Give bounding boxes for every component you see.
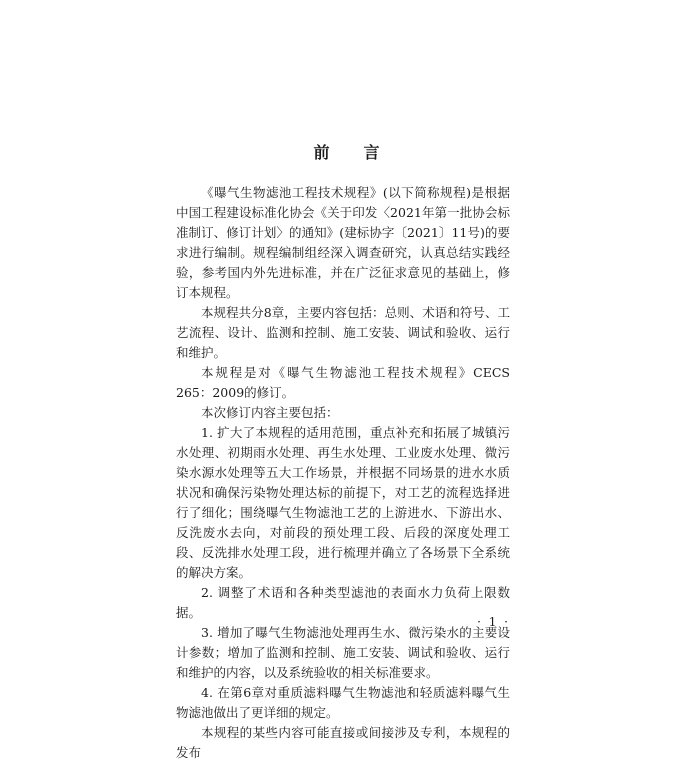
paragraph-item-4: 4. 在第6章对重质滤料曝气生物滤池和轻质滤料曝气生物滤池做出了更详细的规定。 bbox=[176, 685, 510, 720]
paragraph-item-3: 3. 增加了曝气生物滤池处理再生水、微污染水的主要设计参数；增加了监测和控制、施工安装、调试和验收、运行和维护的内容，以及系统验收的相关标准要求。 bbox=[176, 625, 510, 680]
paragraph-chapters: 本规程共分8章，主要内容包括：总则、术语和符号、工艺流程、设计、监测和控制、施工安装、调试和验收、运行和维护。 bbox=[176, 305, 510, 360]
page-title: 前言 bbox=[313, 143, 414, 162]
paragraph-item-1: 1. 扩大了本规程的适用范围，重点补充和拓展了城镇污水处理、初期雨水处理、再生水处理、工业废水处理、微污染水源水处理等五大工作场景，并根据不同场景的进水水质状况和确保污染物处理达标的前提下，对工艺的流程选择进行了细化；围绕曝气生物滤池工艺的上游进水、下游出水、反洗废水去向，对前段的预处理工段、后段的深度处理工段、反洗排水处理工段，进行梳理并确立了各场景下全系统的解决方案。 bbox=[176, 425, 510, 580]
preface-body bbox=[176, 183, 510, 763]
paragraph-intro: 《曝气生物滤池工程技术规程》(以下简称规程)是根据中国工程建设标准化协会《关于印发〈2021年第一批协会标准制订、修订计划〉的通知》(建标协字〔2021〕11号)的要求进行编制。规程编制组经深入调查研究，认真总结实践经验，参考国内外先进标准，并在广泛征求意见的基础上，修订本规程。 bbox=[176, 185, 510, 300]
paragraph-patent: 本规程的某些内容可能直接或间接涉及专利，本规程的发布 bbox=[176, 725, 510, 760]
paragraph-revision: 本规程是对《曝气生物滤池工程技术规程》CECS 265：2009的修订。 bbox=[176, 365, 510, 400]
paragraph-item-2: 2. 调整了术语和各种类型滤池的表面水力负荷上限数据。 bbox=[176, 585, 510, 620]
paragraph-revision-heading: 本次修订内容主要包括： bbox=[201, 405, 339, 420]
page-number: · 1 · bbox=[477, 615, 510, 629]
